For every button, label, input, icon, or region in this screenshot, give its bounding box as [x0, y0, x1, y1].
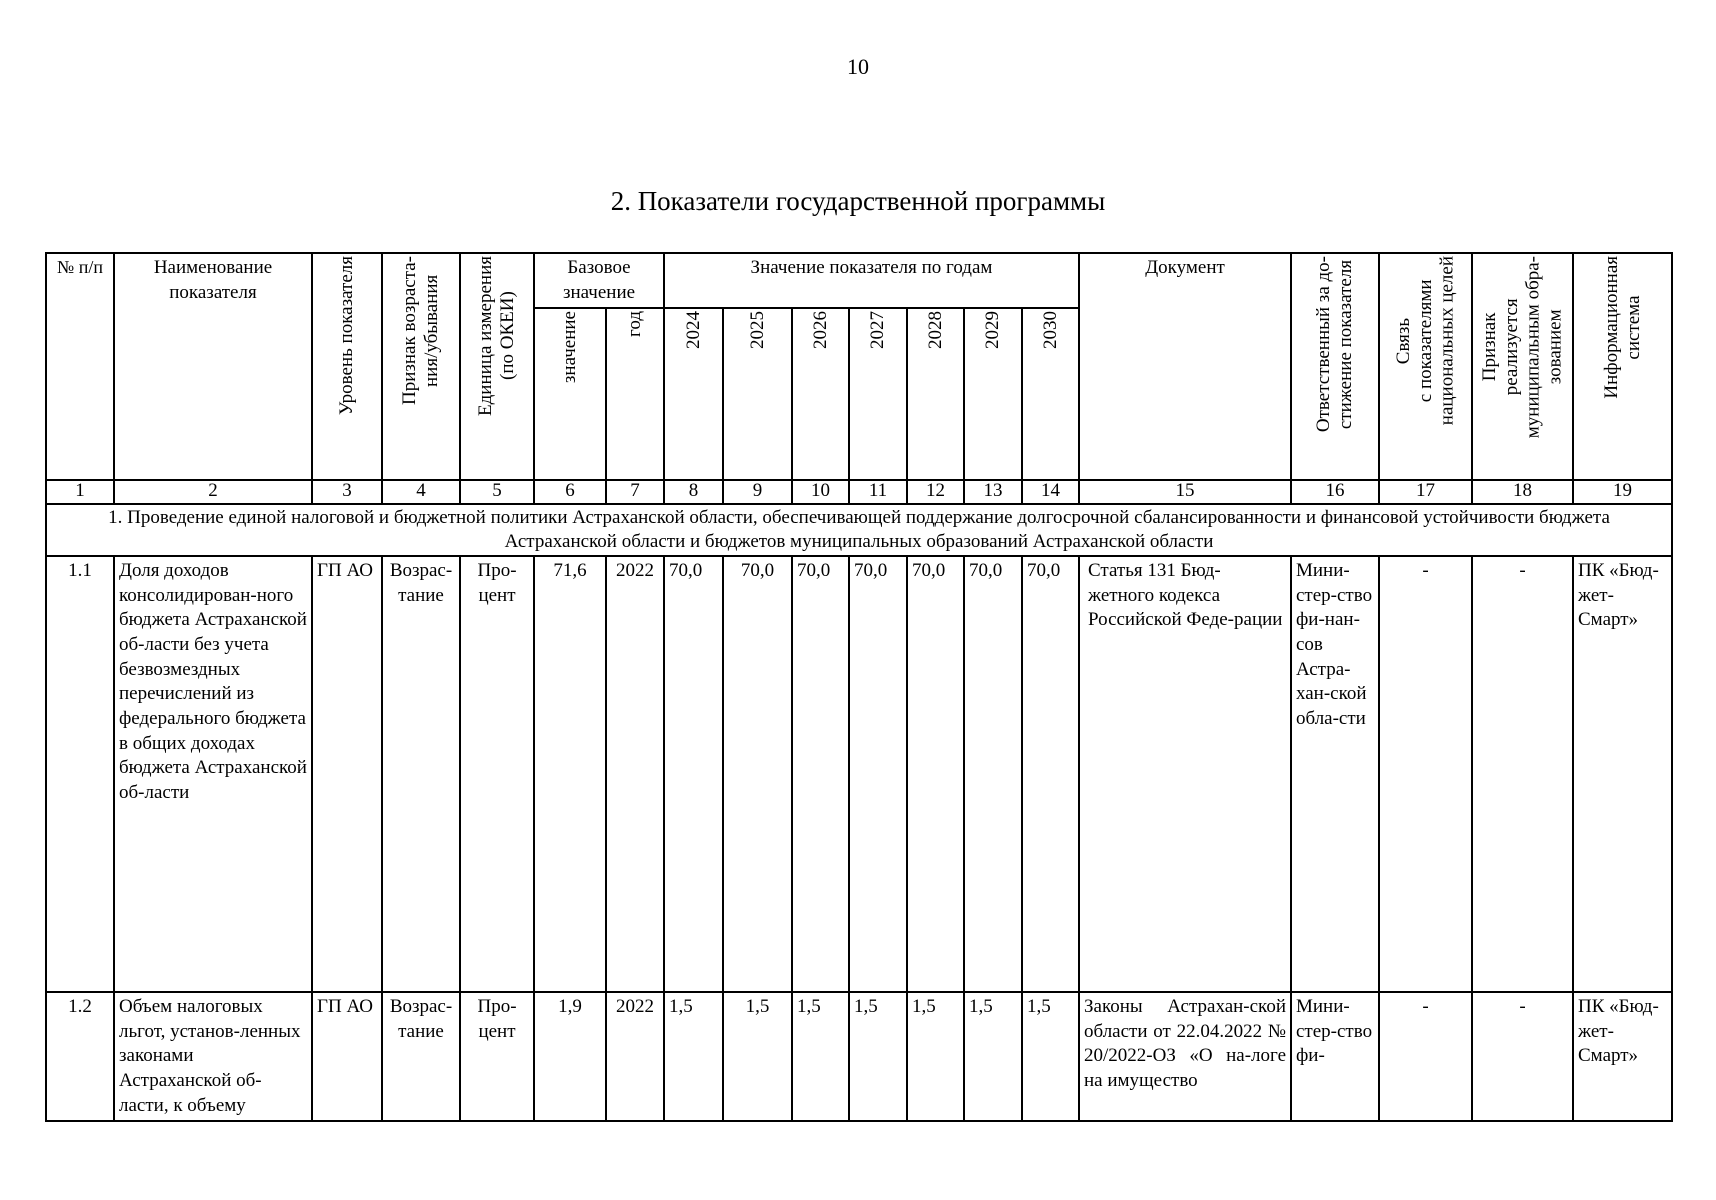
column-number: 18	[1472, 480, 1573, 504]
page-title: 2. Показатели государственной программы	[610, 186, 1106, 216]
header-sign: Признак возраста- ния/убывания	[382, 253, 460, 480]
header-name: Наименование показателя	[114, 253, 312, 480]
section-heading: 1. Проведение единой налоговой и бюджетной политики Астраханской области, обеспечивающей поддержание долгосрочной сбалансированности и финансовой устойчивости бюджета Астраханской области и бюджетов муниципальных образований Астраханской области	[46, 504, 1672, 556]
header-responsible: Ответственный за до- стижение показателя	[1291, 253, 1379, 480]
row-municipal: -	[1472, 992, 1573, 1121]
column-number: 3	[312, 480, 382, 504]
header-base-year: год	[606, 308, 664, 480]
row-year-value: 70,0	[964, 556, 1022, 992]
header-link: Связь с показателями национальных целей	[1379, 253, 1472, 480]
row-level: ГП АО	[312, 556, 382, 992]
header-num: № п/п	[46, 253, 114, 480]
header-municipal: Признак реализуется муниципальным обра- зованием	[1472, 253, 1573, 480]
header-document: Документ	[1079, 253, 1291, 480]
row-link: -	[1379, 556, 1472, 992]
column-number: 19	[1573, 480, 1672, 504]
column-number: 9	[723, 480, 792, 504]
row-responsible: Мини-стер-ство фи-нан-сов Астра-хан-ской обла-сти	[1291, 556, 1379, 992]
row-year-value: 70,0	[1022, 556, 1079, 992]
header-year: 2025	[723, 308, 792, 480]
column-number: 14	[1022, 480, 1079, 504]
column-number: 11	[849, 480, 907, 504]
row-responsible: Мини-стер-ство фи-	[1291, 992, 1379, 1121]
row-year-value: 1,5	[723, 992, 792, 1121]
row-infosys: ПК «Бюд-жет-Смарт»	[1573, 556, 1672, 992]
row-level: ГП АО	[312, 992, 382, 1121]
header-year: 2024	[664, 308, 723, 480]
header-base: Базовое значение	[534, 253, 664, 308]
column-number: 2	[114, 480, 312, 504]
header-year: 2026	[792, 308, 849, 480]
column-number: 17	[1379, 480, 1472, 504]
column-number: 16	[1291, 480, 1379, 504]
row-year-value: 1,5	[664, 992, 723, 1121]
column-number: 7	[606, 480, 664, 504]
row-municipal: -	[1472, 556, 1573, 992]
header-unit: Единица измерения (по ОКЕИ)	[460, 253, 534, 480]
row-document: Статья 131 Бюд-жетного кодекса Российской Феде-рации	[1079, 556, 1291, 992]
column-number: 15	[1079, 480, 1291, 504]
row-sign: Возрас-тание	[382, 556, 460, 992]
row-name: Доля доходов консолидирован-ного бюджета Астраханской об-ласти без учета безвозмездных перечислений из федерального бюджета в общих доходах бюджета Астраханской об-ласти	[114, 556, 312, 992]
row-infosys: ПК «Бюд-жет-Смарт»	[1573, 992, 1672, 1121]
header-year: 2028	[907, 308, 964, 480]
header-base-value: значение	[534, 308, 606, 480]
row-unit: Про-цент	[460, 556, 534, 992]
row-year-value: 70,0	[849, 556, 907, 992]
column-number: 6	[534, 480, 606, 504]
column-number: 13	[964, 480, 1022, 504]
column-number: 5	[460, 480, 534, 504]
row-year-value: 1,5	[1022, 992, 1079, 1121]
row-year-value: 70,0	[664, 556, 723, 992]
row-base-value: 71,6	[534, 556, 606, 992]
row-num: 1.1	[46, 556, 114, 992]
table-row	[46, 992, 1672, 1121]
row-year-value: 1,5	[849, 992, 907, 1121]
row-year-value: 1,5	[792, 992, 849, 1121]
row-num: 1.2	[46, 992, 114, 1121]
indicators-table	[45, 252, 1673, 1122]
row-sign: Возрас-тание	[382, 992, 460, 1121]
column-number: 8	[664, 480, 723, 504]
header-year: 2027	[849, 308, 907, 480]
row-year-value: 1,5	[907, 992, 964, 1121]
row-year-value: 70,0	[792, 556, 849, 992]
column-number: 1	[46, 480, 114, 504]
row-year-value: 1,5	[964, 992, 1022, 1121]
column-number: 4	[382, 480, 460, 504]
row-unit: Про-цент	[460, 992, 534, 1121]
row-base-year: 2022	[606, 992, 664, 1121]
table-row	[46, 556, 1672, 992]
header-infosys: Информационная система	[1573, 253, 1672, 480]
header-year: 2029	[964, 308, 1022, 480]
row-name: Объем налоговых льгот, установ-ленных законами Астраханской об-ласти, к объему	[114, 992, 312, 1121]
row-year-value: 70,0	[723, 556, 792, 992]
row-year-value: 70,0	[907, 556, 964, 992]
header-level: Уровень показателя	[312, 253, 382, 480]
row-base-value: 1,9	[534, 992, 606, 1121]
row-base-year: 2022	[606, 556, 664, 992]
row-link: -	[1379, 992, 1472, 1121]
header-year: 2030	[1022, 308, 1079, 480]
column-number: 10	[792, 480, 849, 504]
row-document: Законы Астрахан-ской области от 22.04.2022 № 20/2022-ОЗ «О на-логе на имущество	[1079, 992, 1291, 1121]
header-years-group: Значение показателя по годам	[664, 253, 1079, 308]
page-number: 10	[847, 54, 869, 79]
column-number: 12	[907, 480, 964, 504]
